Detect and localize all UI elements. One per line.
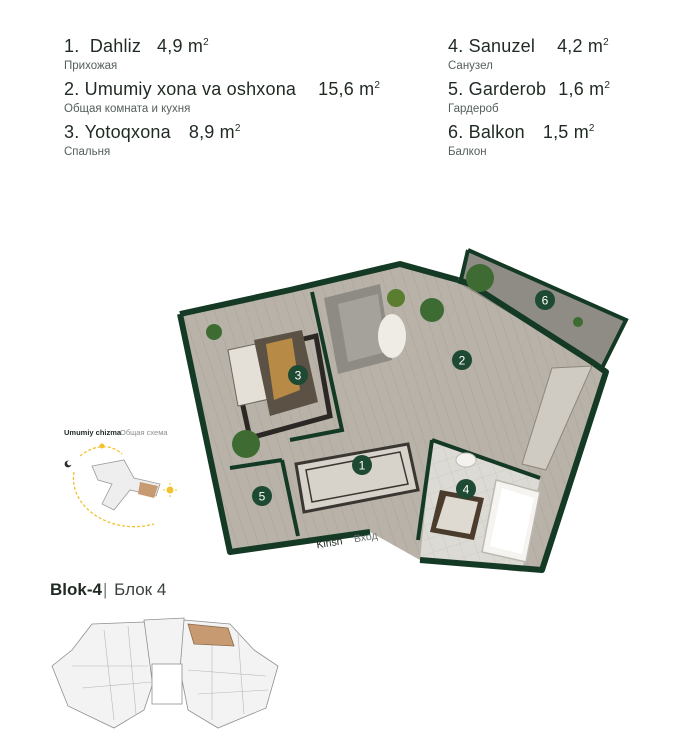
marker-1 xyxy=(352,455,372,475)
toilet xyxy=(456,453,476,467)
block-title-ru: Блок 4 xyxy=(114,580,167,599)
block-title xyxy=(50,580,166,600)
marker-4 xyxy=(456,479,476,499)
marker-2 xyxy=(452,350,472,370)
room-area: 1,5 $m^2$ xyxy=(542,122,595,142)
room-area: 1,6 $m^2$ xyxy=(558,79,611,99)
marker-5 xyxy=(252,486,272,506)
svg-text:3: 3 xyxy=(294,368,302,383)
room-name-ru: Общая комната и кухня xyxy=(64,103,191,115)
legend-title: Umumiy chizma xyxy=(64,428,122,437)
room-entry-4 xyxy=(448,36,609,72)
room-name: 1. Dahliz xyxy=(64,36,142,56)
block-title-separator: | xyxy=(102,580,108,599)
room-name: 6. Balkon xyxy=(448,122,525,142)
svg-text:4: 4 xyxy=(462,482,470,497)
room-name-ru: Гардероб xyxy=(448,103,499,115)
svg-text:Вход: Вход xyxy=(353,529,379,546)
room-entry-3 xyxy=(64,122,241,158)
room-area: 4,9 $m^2$ xyxy=(157,36,209,56)
room-name: 4. Sanuzel xyxy=(448,36,536,56)
room-name-ru: Санузел xyxy=(448,60,493,72)
svg-text:6: 6 xyxy=(541,293,549,308)
room-entry-1 xyxy=(64,36,209,72)
room-area: 15,6 $m^2$ xyxy=(318,79,381,99)
marker-3 xyxy=(288,365,308,385)
svg-text:Kirish: Kirish xyxy=(315,535,344,552)
moon-icon xyxy=(65,461,72,468)
svg-text:2: 2 xyxy=(458,353,466,368)
block-key-plan xyxy=(48,610,280,742)
room-area: 8,9 $m^2$ xyxy=(188,122,241,142)
sun-icon-small xyxy=(100,444,105,449)
room-name: 5. Garderob xyxy=(448,79,547,99)
room-name-ru: Прихожая xyxy=(64,60,118,72)
room-name: 2. Umumiy xona va oshxona xyxy=(64,79,297,99)
apartment-floor-plan xyxy=(170,240,640,580)
block-title-uz: Blok-4 xyxy=(50,580,102,599)
room-entry-2 xyxy=(64,79,380,115)
room-entry-5 xyxy=(448,79,610,115)
svg-text:1: 1 xyxy=(358,458,366,473)
room-name: 3. Yotoqxona xyxy=(64,122,171,142)
room-entry-6 xyxy=(448,122,595,158)
room-name-ru: Балкон xyxy=(448,146,487,158)
room-name-ru: Спальня xyxy=(64,146,111,158)
marker-6 xyxy=(535,290,555,310)
legend-title-ru: Общая схема xyxy=(120,428,168,437)
sun-icon xyxy=(163,483,177,497)
room-area: 4,2 $m^2$ xyxy=(557,36,609,56)
svg-text:5: 5 xyxy=(258,489,266,504)
general-scheme-diagram xyxy=(50,426,190,536)
